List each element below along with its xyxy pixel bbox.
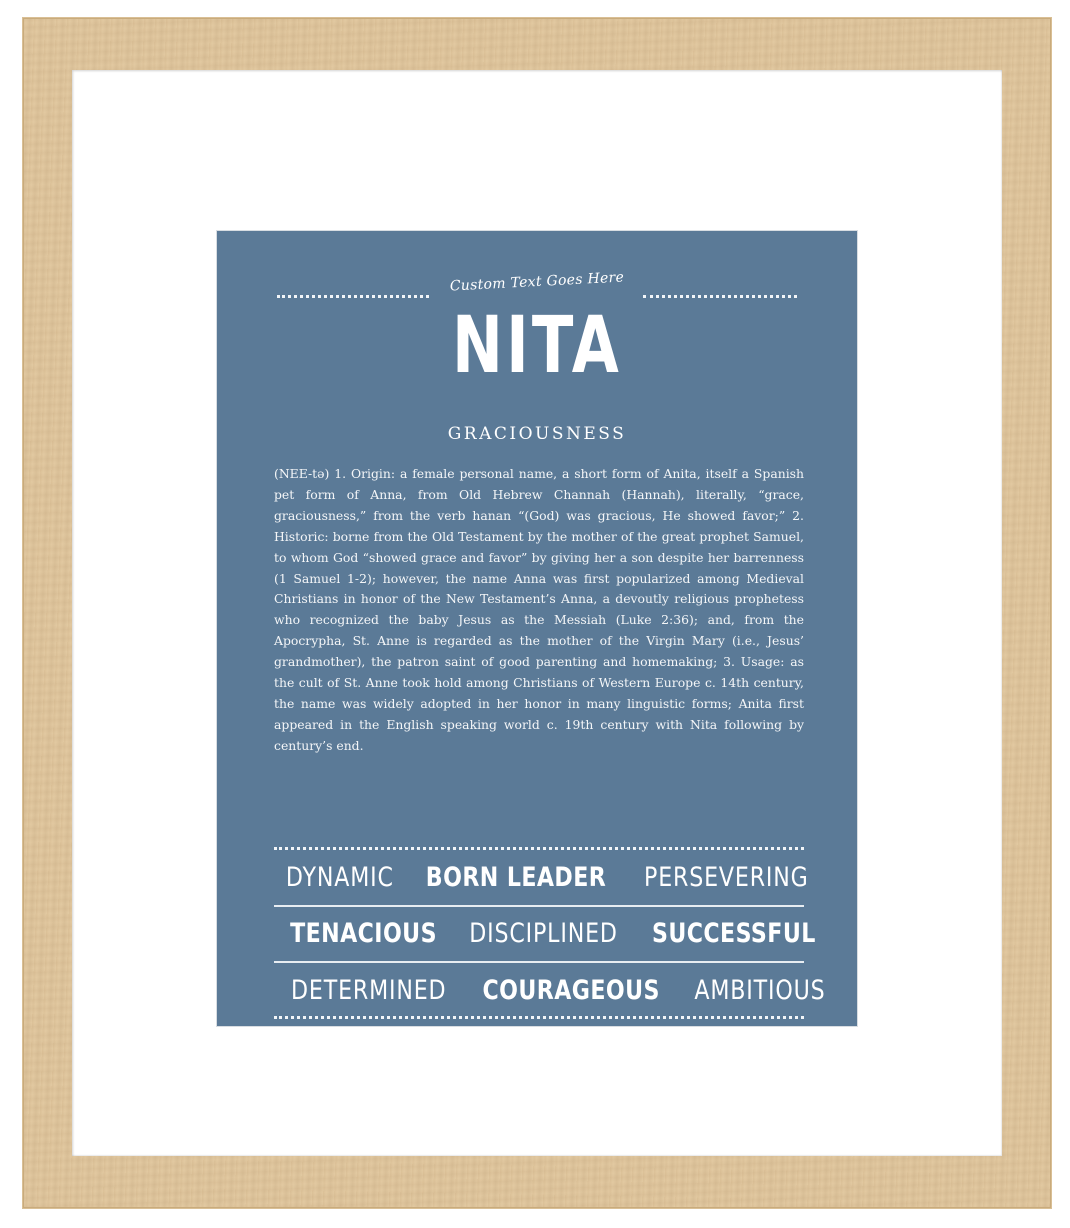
dotted-divider-traits-top [274,847,804,850]
name-meaning-print [217,231,857,1026]
trait-row-1 [274,854,809,900]
trait-word: PERSEVERING [643,861,809,893]
trait-row-3 [274,967,826,1013]
trait-word: DYNAMIC [285,861,394,893]
trait-word: DETERMINED [291,974,447,1006]
trait-word: COURAGEOUS [482,974,661,1006]
trait-divider-1 [274,905,804,907]
white-mat [72,70,1002,1156]
dotted-divider-right [643,295,797,298]
wood-frame [23,18,1051,1208]
trait-word: TENACIOUS [290,917,437,949]
trait-word: AMBITIOUS [694,974,826,1006]
trait-row-2 [274,910,816,956]
trait-word: DISCIPLINED [469,917,618,949]
name-meaning: GRACIOUSNESS [447,424,627,444]
name-title: NITA [452,301,622,391]
trait-divider-2 [274,961,804,963]
trait-word: SUCCESSFUL [652,917,816,949]
custom-text: Custom Text Goes Here [449,269,625,295]
dotted-divider-traits-bottom [274,1016,804,1019]
name-definition: (NEE-tə) 1. Origin: a female personal name, a short form of Anita, itself a Spanish pet form of Anna, from Old Hebrew Channah (Hannah), literally, “grace, graciousness,” from the verb hanan “(God) was gracious, He showed favor;” 2. Historic: borne from the Old Testament by the mother of the great prophet Samuel, to whom God “showed grace and favor” by giving her a son despite her barrenness (1 Samuel 1-2); however, the name Anna was first popularized among Medieval Christians in honor of the New Testament’s Anna, a devoutly religious prophetess who recognized the baby Jesus as the Messiah (Luke 2:36); and, from the Apocrypha, St. Anne is regarded as the mother of the Virgin Mary (i.e., Jesus’ grandmother), the patron saint of good parenting and homemaking; 3. Usage: as the cult of St. Anne took hold among Christians of Western Europe c. 14th century, the name was widely adopted in her honor in many linguistic forms; Anita first appeared in the English speaking world c. 19th century with Nita following by century’s end. [274,466,804,753]
trait-word: BORN LEADER [425,861,606,893]
